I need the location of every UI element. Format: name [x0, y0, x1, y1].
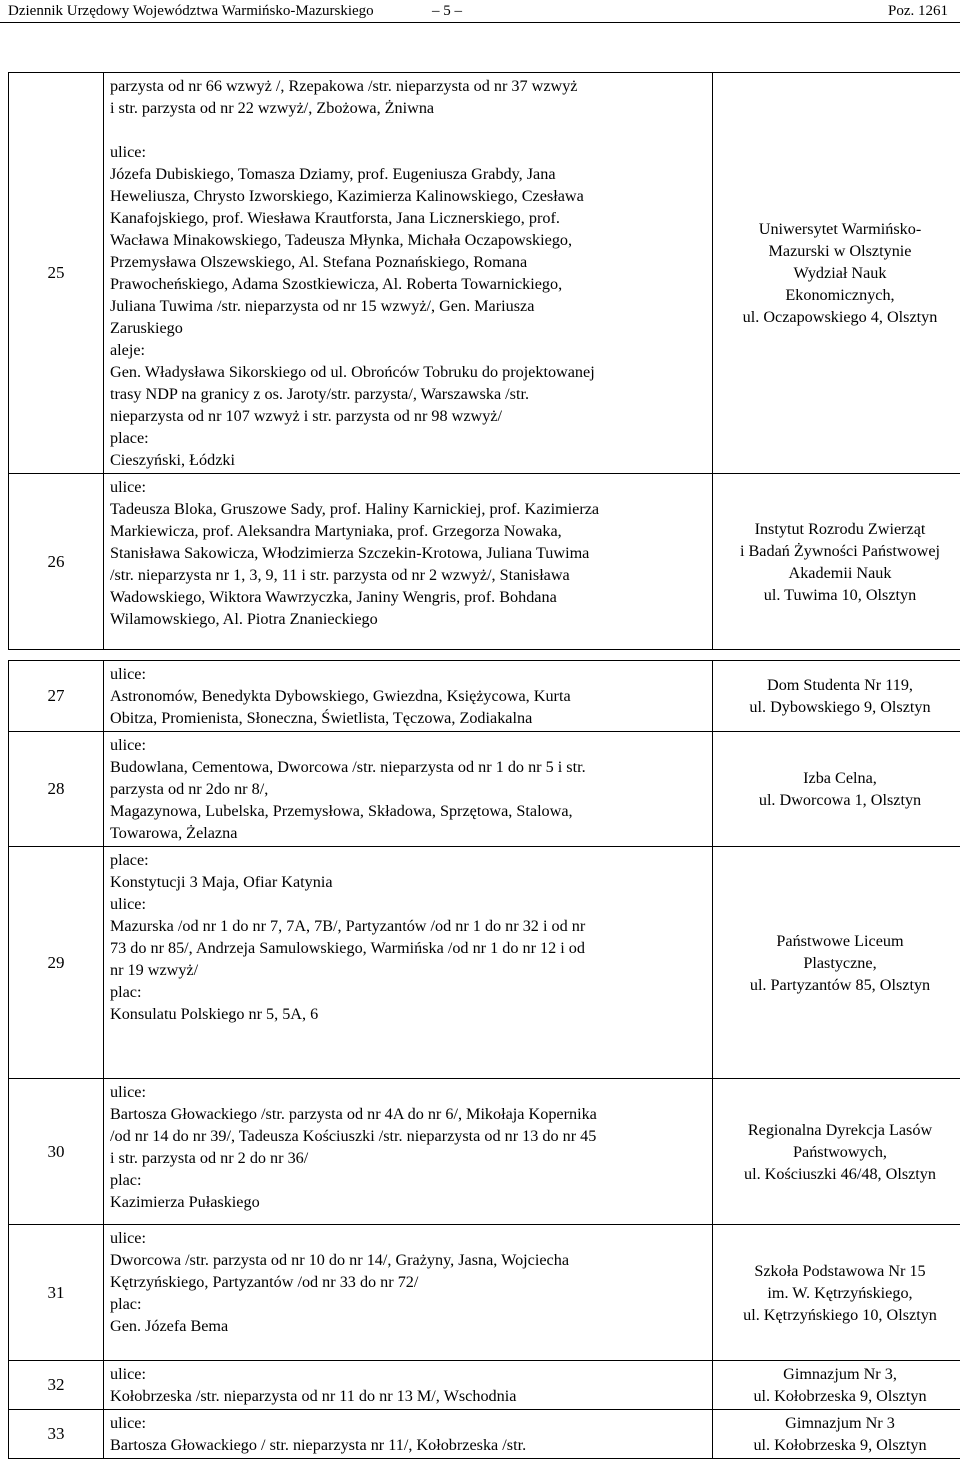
district-streets [104, 73, 713, 474]
street-line: place: [110, 849, 706, 871]
polling-station [713, 732, 960, 847]
polling-station [713, 661, 960, 732]
street-line: Astronomów, Benedykta Dybowskiego, Gwiezdna, Księżycowa, Kurta [110, 685, 706, 707]
street-line: ulice: [110, 1363, 706, 1385]
district-streets [104, 847, 713, 1079]
polling-station [713, 73, 960, 474]
street-line: Heweliusza, Chrysto Izworskiego, Kazimierza Kalinowskiego, Czesława [110, 185, 706, 207]
street-line: Cieszyński, Łódzki [110, 449, 706, 471]
street-line: Wadowskiego, Wiktora Wawrzyczka, Janiny Wengris, prof. Bohdana [110, 586, 706, 608]
street-line: ulice: [110, 663, 706, 685]
polling-station-line: Szkoła Podstawowa Nr 15 [719, 1260, 960, 1282]
polling-station-line: ul. Kościuszki 46/48, Olsztyn [719, 1163, 960, 1185]
polling-station-line: i Badań Żywności Państwowej [719, 540, 960, 562]
district-streets [104, 1079, 713, 1225]
street-line: ulice: [110, 734, 706, 756]
polling-station-line: Izba Celna, [719, 767, 960, 789]
district-number: 33 [9, 1410, 104, 1459]
street-line: aleje: [110, 339, 706, 361]
page-number: – 5 – [432, 2, 462, 20]
street-line: nr 19 wzwyż/ [110, 959, 706, 981]
district-number: 27 [9, 661, 104, 732]
street-line: Kanafojskiego, prof. Wiesława Krautforsta, Jana Licznerskiego, prof. [110, 207, 706, 229]
street-line: parzysta od nr 66 wzwyż /, Rzepakowa /str. nieparzysta od nr 37 wzwyż [110, 75, 706, 97]
street-line: Przemysława Olszewskiego, Al. Stefana Poznańskiego, Romana [110, 251, 706, 273]
street-line: Zaruskiego [110, 317, 706, 339]
polling-station-line: ul. Partyzantów 85, Olsztyn [719, 974, 960, 996]
district-row [9, 661, 960, 732]
street-line: Markiewicza, prof. Aleksandra Martyniaka, prof. Grzegorza Nowaka, [110, 520, 706, 542]
row-gap [9, 650, 960, 661]
street-line: Stanisława Sakowicza, Włodzimierza Szczekin-Krotowa, Juliana Tuwima [110, 542, 706, 564]
polling-station [713, 1225, 960, 1361]
street-line: /str. nieparzysta nr 1, 3, 9, 11 i str. parzysta od nr 2 wzwyż/, Stanisława [110, 564, 706, 586]
page-header [0, 0, 960, 24]
street-line: ulice: [110, 1081, 706, 1103]
polling-station-line: ul. Dworcowa 1, Olsztyn [719, 789, 960, 811]
polling-station-line: Państwowych, [719, 1141, 960, 1163]
journal-title: Dziennik Urzędowy Województwa Warmińsko-Mazurskiego [8, 2, 374, 20]
polling-station [713, 474, 960, 650]
district-number: 25 [9, 73, 104, 474]
district-streets [104, 661, 713, 732]
polling-station [713, 847, 960, 1079]
polling-station-line: Gimnazjum Nr 3 [719, 1412, 960, 1434]
street-line: plac: [110, 981, 706, 1003]
district-streets [104, 474, 713, 650]
street-line: i str. parzysta od nr 22 wzwyż/, Zbożowa, Żniwna [110, 97, 706, 119]
street-line: Bartosza Głowackiego /str. parzysta od nr 4A do nr 6/, Mikołaja Kopernika [110, 1103, 706, 1125]
polling-station-line: Dom Studenta Nr 119, [719, 674, 960, 696]
polling-station-line: Wydział Nauk [719, 262, 960, 284]
street-line: nieparzysta od nr 107 wzwyż i str. parzysta od nr 98 wzwyż/ [110, 405, 706, 427]
polling-station-line: ul. Tuwima 10, Olsztyn [719, 584, 960, 606]
street-line: Wacława Minakowskiego, Tadeusza Młynka, Michała Oczapowskiego, [110, 229, 706, 251]
street-line: Mazurska /od nr 1 do nr 7, 7A, 7B/, Partyzantów /od nr 1 do nr 32 i od nr [110, 915, 706, 937]
street-line: i str. parzysta od nr 2 do nr 36/ [110, 1147, 706, 1169]
polling-station-line: Uniwersytet Warmińsko- [719, 218, 960, 240]
polling-station-line: Mazurski w Olsztynie [719, 240, 960, 262]
street-line: Gen. Władysława Sikorskiego od ul. Obrońców Tobruku do projektowanej [110, 361, 706, 383]
polling-station-line: Regionalna Dyrekcja Lasów [719, 1119, 960, 1141]
district-number: 30 [9, 1079, 104, 1225]
street-line: trasy NDP na granicy z os. Jaroty/str. parzysta/, Warszawska /str. [110, 383, 706, 405]
street-line: Tadeusza Bloka, Gruszowe Sady, prof. Haliny Karnickiej, prof. Kazimierza [110, 498, 706, 520]
street-line: /od nr 14 do nr 39/, Tadeusza Kościuszki /str. nieparzysta od nr 13 do nr 45 [110, 1125, 706, 1147]
district-row [9, 1079, 960, 1225]
street-line: Towarowa, Żelazna [110, 822, 706, 844]
district-row [9, 1225, 960, 1361]
street-line: Wilamowskiego, Al. Piotra Znanieckiego [110, 608, 706, 630]
district-row [9, 73, 960, 474]
position-number: Poz. 1261 [888, 2, 948, 20]
district-streets [104, 1410, 713, 1459]
polling-station-line: Instytut Rozrodu Zwierząt [719, 518, 960, 540]
polling-station-line: ul. Kołobrzeska 9, Olsztyn [719, 1385, 960, 1407]
district-row [9, 1410, 960, 1459]
district-number: 31 [9, 1225, 104, 1361]
polling-station-line: ul. Kętrzyńskiego 10, Olsztyn [719, 1304, 960, 1326]
street-line: ulice: [110, 141, 706, 163]
street-line: Konstytucji 3 Maja, Ofiar Katynia [110, 871, 706, 893]
polling-station-line: Gimnazjum Nr 3, [719, 1363, 960, 1385]
street-line: 73 do nr 85/, Andrzeja Samulowskiego, Warmińska /od nr 1 do nr 12 i od [110, 937, 706, 959]
district-streets [104, 732, 713, 847]
district-row [9, 732, 960, 847]
polling-station-line: ul. Oczapowskiego 4, Olsztyn [719, 306, 960, 328]
street-line: parzysta od nr 2do nr 8/, [110, 778, 706, 800]
district-number: 26 [9, 474, 104, 650]
polling-station [713, 1410, 960, 1459]
district-row [9, 1361, 960, 1410]
row-gap-cell [9, 650, 960, 661]
street-line: Dworcowa /str. parzysta od nr 10 do nr 14/, Grażyny, Jasna, Wojciecha [110, 1249, 706, 1271]
street-line: plac: [110, 1293, 706, 1315]
street-line: place: [110, 427, 706, 449]
street-line: Gen. Józefa Bema [110, 1315, 706, 1337]
street-line: Konsulatu Polskiego nr 5, 5A, 6 [110, 1003, 706, 1025]
district-streets [104, 1361, 713, 1410]
street-line: ulice: [110, 1227, 706, 1249]
street-line: Józefa Dubiskiego, Tomasza Dziamy, prof. Eugeniusza Grabdy, Jana [110, 163, 706, 185]
district-number: 28 [9, 732, 104, 847]
polling-station-line: ul. Kołobrzeska 9, Olsztyn [719, 1434, 960, 1456]
header-rule [0, 22, 960, 23]
district-table [8, 72, 960, 1459]
street-line: plac: [110, 1169, 706, 1191]
street-line: Prawocheńskiego, Adama Szostkiewicza, Al. Roberta Towarnickiego, [110, 273, 706, 295]
polling-station-line: Akademii Nauk [719, 562, 960, 584]
polling-station [713, 1361, 960, 1410]
street-line: Juliana Tuwima /str. nieparzysta od nr 15 wzwyż/, Gen. Mariusza [110, 295, 706, 317]
street-line: Kazimierza Pułaskiego [110, 1191, 706, 1213]
street-line: ulice: [110, 1412, 706, 1434]
street-line: Bartosza Głowackiego / str. nieparzysta nr 11/, Kołobrzeska /str. [110, 1434, 706, 1456]
street-line: Magazynowa, Lubelska, Przemysłowa, Składowa, Sprzętowa, Stalowa, [110, 800, 706, 822]
polling-station-line: Ekonomicznych, [719, 284, 960, 306]
district-number: 32 [9, 1361, 104, 1410]
street-line: ulice: [110, 476, 706, 498]
street-line: ulice: [110, 893, 706, 915]
street-line: Obitza, Promienista, Słoneczna, Świetlista, Tęczowa, Zodiakalna [110, 707, 706, 729]
street-line: Kołobrzeska /str. nieparzysta od nr 11 do nr 13 M/, Wschodnia [110, 1385, 706, 1407]
street-line: Kętrzyńskiego, Partyzantów /od nr 33 do nr 72/ [110, 1271, 706, 1293]
district-row [9, 847, 960, 1079]
street-line: Budowlana, Cementowa, Dworcowa /str. nieparzysta od nr 1 do nr 5 i str. [110, 756, 706, 778]
street-line [110, 119, 706, 141]
polling-station [713, 1079, 960, 1225]
district-row [9, 474, 960, 650]
polling-station-line: Plastyczne, [719, 952, 960, 974]
polling-station-line: Państwowe Liceum [719, 930, 960, 952]
district-streets [104, 1225, 713, 1361]
district-number: 29 [9, 847, 104, 1079]
polling-station-line: im. W. Kętrzyńskiego, [719, 1282, 960, 1304]
polling-station-line: ul. Dybowskiego 9, Olsztyn [719, 696, 960, 718]
district-table-body [9, 73, 960, 1459]
